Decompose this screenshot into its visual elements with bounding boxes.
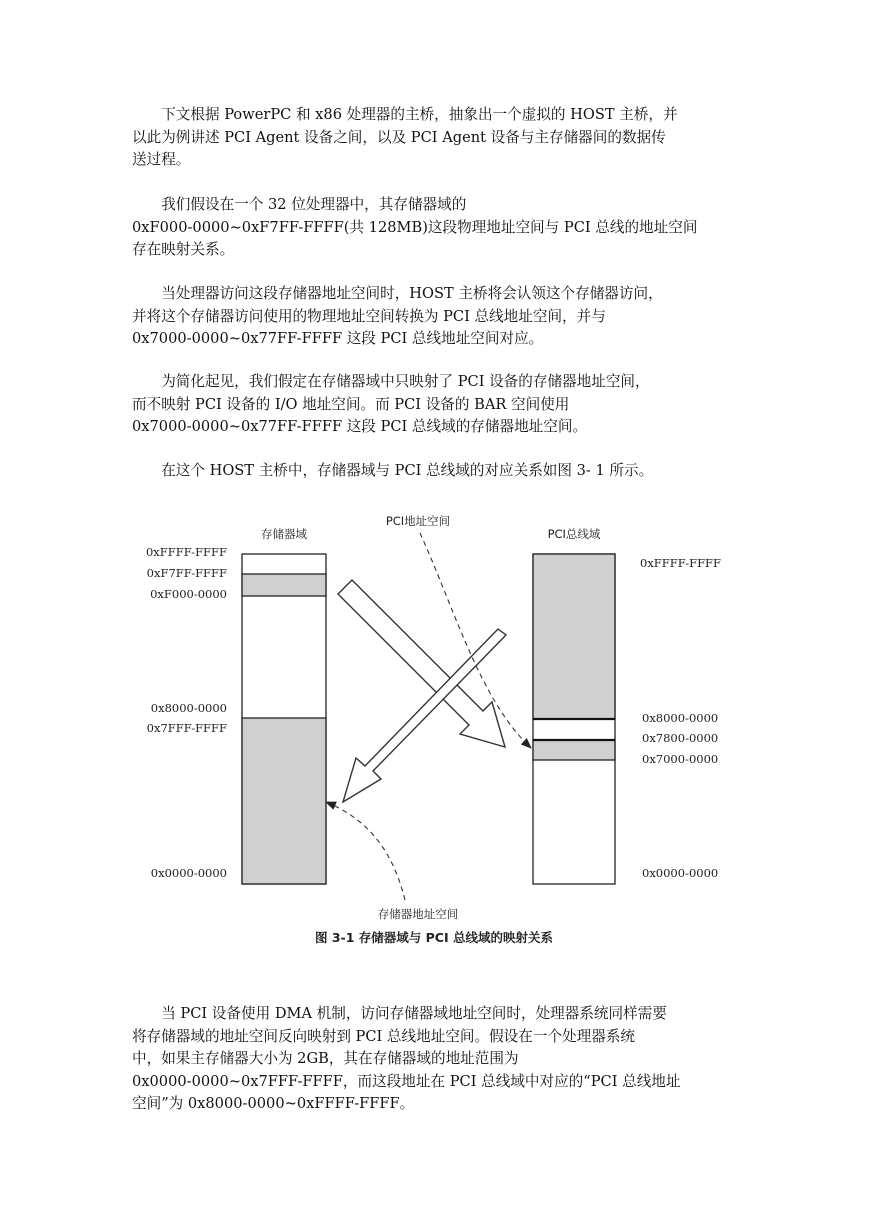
pci-high-region (533, 554, 615, 719)
mem-addr-f7ff-ffff: 0xF7FF-FFFF (146, 566, 227, 580)
address-mapping-figure (0, 500, 869, 960)
pci-addr-7000-0000: 0x7000-0000 (642, 752, 719, 766)
memory-address-space-label: 存储器地址空间 (377, 907, 459, 921)
pci-address-space-label: PCI地址空间 (385, 514, 451, 528)
pci-addr-0000-0000: 0x0000-0000 (642, 866, 719, 880)
memory-mapped-pci-region (242, 574, 326, 596)
memory-address-space-leader (326, 802, 405, 900)
mem-addr-ffff-ffff: 0xFFFF-FFFF (145, 545, 227, 559)
pci-addr-ffff-ffff: 0xFFFF-FFFF (640, 556, 722, 570)
pci-addr-8000-0000: 0x8000-0000 (642, 711, 719, 725)
main-memory-region (242, 718, 326, 884)
paragraph-1: 下文根据 PowerPC 和 x86 处理器的主桥，抽象出一个虚拟的 HOST 主桥，并 以此为例讲述 PCI Agent 设备之间，以及 PCI Agent 设备与主存储器间的数据传 送过程。 (132, 106, 678, 168)
paragraph-4: 为简化起见，我们假定在存储器域中只映射了 PCI 设备的存储器地址空间， 而不映射 PCI 设备的 I/O 地址空间。而 PCI 设备的 BAR 空间使用 0x7000-0000~0x77FF-FFFF 这段 PCI 总线域的存储器地址空间。 (132, 373, 650, 435)
figure-caption: 图 3-1 存储器域与 PCI 总线域的映射关系 (315, 930, 553, 945)
pci-addr-7800-0000: 0x7800-0000 (642, 731, 719, 745)
paragraph-2: 我们假设在一个 32 位处理器中，其存储器域的 0xF000-0000~0xF7FF-FFFF(共 128MB)这段物理地址空间与 PCI 总线的地址空间 存在映射关系。 (132, 196, 698, 258)
mem-addr-7fff-ffff: 0x7FFF-FFFF (146, 721, 227, 735)
mem-addr-f000-0000: 0xF000-0000 (150, 587, 227, 601)
paragraph-6: 当 PCI 设备使用 DMA 机制，访问存储器域地址空间时，处理器系统同样需要 将存储器域的地址空间反向映射到 PCI 总线地址空间。假设在一个处理器系统 中，如果主存储器大小为 2GB，其在存储器域的地址范围为 0x0000-0000~0x7FFF-FFFF，而这段地址在 PCI 总线域中对应的“PCI 总线地址 空间”为 0x8000-0000~0xFFFF-FFFF。 (132, 1005, 681, 1112)
pci-domain-title: PCI总线域 (547, 527, 601, 541)
mem-addr-8000-0000: 0x8000-0000 (150, 701, 227, 715)
paragraph-3: 当处理器访问这段存储器地址空间时，HOST 主桥将会认领这个存储器访问， 并将这个存储器访问使用的物理地址空间转换为 PCI 总线地址空间，并与 0x7000-0000~0x77FF-FFFF 这段 PCI 总线地址空间对应。 (132, 285, 663, 347)
pci-bar-region (533, 740, 615, 760)
memory-domain-title: 存储器域 (261, 527, 307, 541)
mem-addr-0000-0000: 0x0000-0000 (150, 866, 227, 880)
paragraph-5: 在这个 HOST 主桥中，存储器域与 PCI 总线域的对应关系如图 3- 1 所示。 (132, 462, 654, 479)
